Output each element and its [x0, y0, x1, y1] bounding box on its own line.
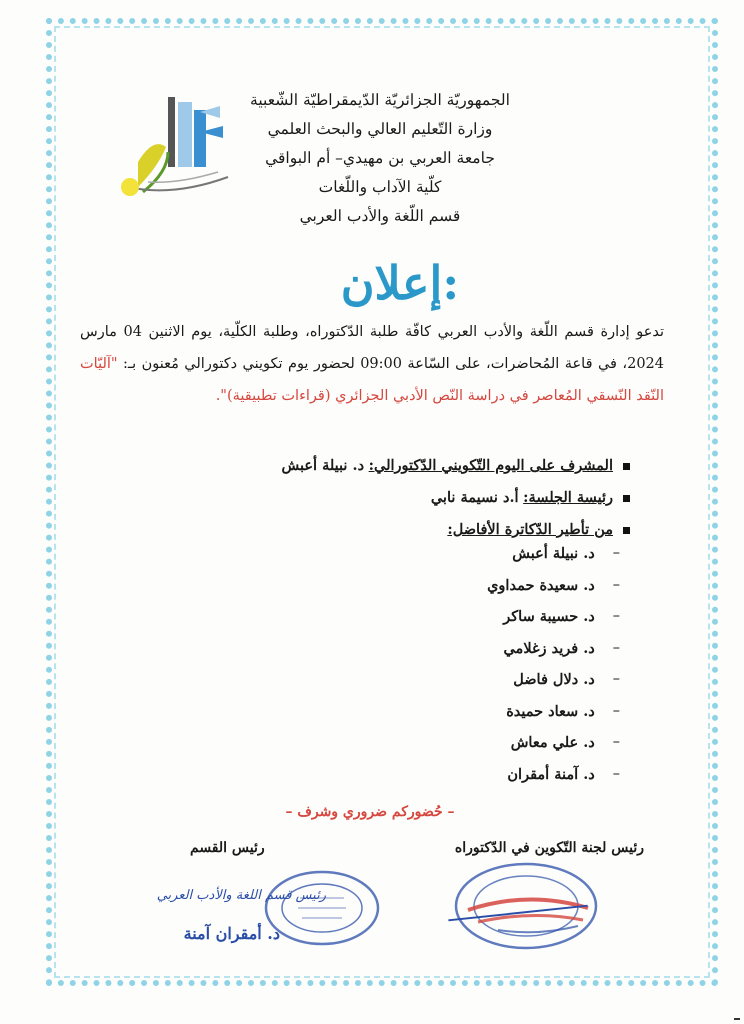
member-name: د. سعاد حميدة: [506, 702, 595, 720]
chair-name: أ.د نسيمة نابي: [430, 489, 519, 506]
faculty-line: كلّية الآداب واللّغات: [318, 178, 442, 196]
member-name: د. فريد زغلامي: [503, 639, 595, 657]
university-line: جامعة العربي بن مهيدي– أم البواقي: [265, 149, 495, 167]
list-item: [300, 570, 620, 602]
bullet-icon: [623, 495, 630, 502]
member-name: د. حسيبة ساكر: [503, 608, 595, 625]
bullet-icon: [623, 463, 630, 470]
bullet-icon: [623, 527, 630, 534]
department-stamp: [262, 868, 382, 948]
handwritten-department-title: رئيس قسم اللغة والأدب العربي: [156, 888, 326, 903]
list-item: [300, 538, 620, 570]
event-details: [90, 450, 630, 546]
corner-mark: [734, 1018, 740, 1020]
university-logo: [108, 92, 243, 207]
supervisor-label: المشرف على اليوم التّكويني الدّكتورالي:: [368, 457, 613, 474]
member-name: د. علي معاش: [510, 734, 595, 751]
member-name: د. دلال فاضل: [513, 671, 595, 688]
doctoral-committee-signature-label: رئيس لجنة التّكوين في الدّكتوراه: [454, 840, 644, 856]
list-item: [300, 727, 620, 759]
member-name: د. آمنة أمقران: [507, 765, 595, 783]
institution-header: [230, 86, 530, 231]
dash-icon: –: [612, 608, 620, 624]
department-line: قسم اللّغة والأدب العربي: [299, 207, 461, 225]
dash-icon: –: [612, 576, 620, 593]
intro-text: تدعو إدارة قسم اللّغة والأدب العربي كافّة طلبة الدّكتوراه، وطلبة الكلّية، يوم الاثنين 04 مارس 2024، في قاعة المُحاضرات، على السّاعة 09:00 لحضور يوم تكويني دكتورالي مُعنون بـ:: [80, 324, 665, 372]
handwritten-department-head-name: د. أمقران آمنة: [183, 924, 280, 943]
list-item: [300, 664, 620, 696]
member-name: د. سعيدة حمداوي: [487, 576, 595, 594]
announcement-title: إعلان:: [340, 256, 460, 310]
list-item: [300, 633, 620, 665]
chair-label: رئيسة الجلسة:: [523, 489, 613, 506]
committee-label: من تأطير الدّكاترة الأفاضل:: [447, 521, 613, 538]
list-item: [300, 601, 620, 633]
dash-icon: –: [612, 671, 620, 687]
supervisor-name: د. نبيلة أعبش: [281, 457, 365, 474]
closing-line: – حُضوركم ضروري وشرف –: [285, 804, 455, 820]
announcement-body: [80, 316, 664, 412]
thesis-title: "آليّات النّقد النّسقي المُعاصر في دراسة النّص الأدبي الجزائري (قراءات تطبيقية)".: [80, 356, 664, 404]
dash-icon: –: [612, 545, 620, 561]
committee-members: [300, 538, 620, 790]
member-name: د. نبيلة أعبش: [512, 545, 595, 562]
chair-row: [90, 482, 630, 514]
dash-icon: –: [612, 702, 620, 719]
dash-icon: –: [612, 639, 620, 656]
dash-icon: –: [612, 765, 620, 782]
supervisor-row: [90, 450, 630, 482]
list-item: [300, 759, 620, 791]
ministry-line: وزارة التّعليم العالي والبحث العلمي: [267, 120, 493, 138]
list-item: [300, 696, 620, 728]
republic-line: الجمهوريّة الجزائريّة الدّيمقراطيّة الشّعبية: [250, 91, 510, 109]
department-head-signature-label: رئيس القسم: [190, 840, 265, 856]
dash-icon: –: [612, 734, 620, 750]
